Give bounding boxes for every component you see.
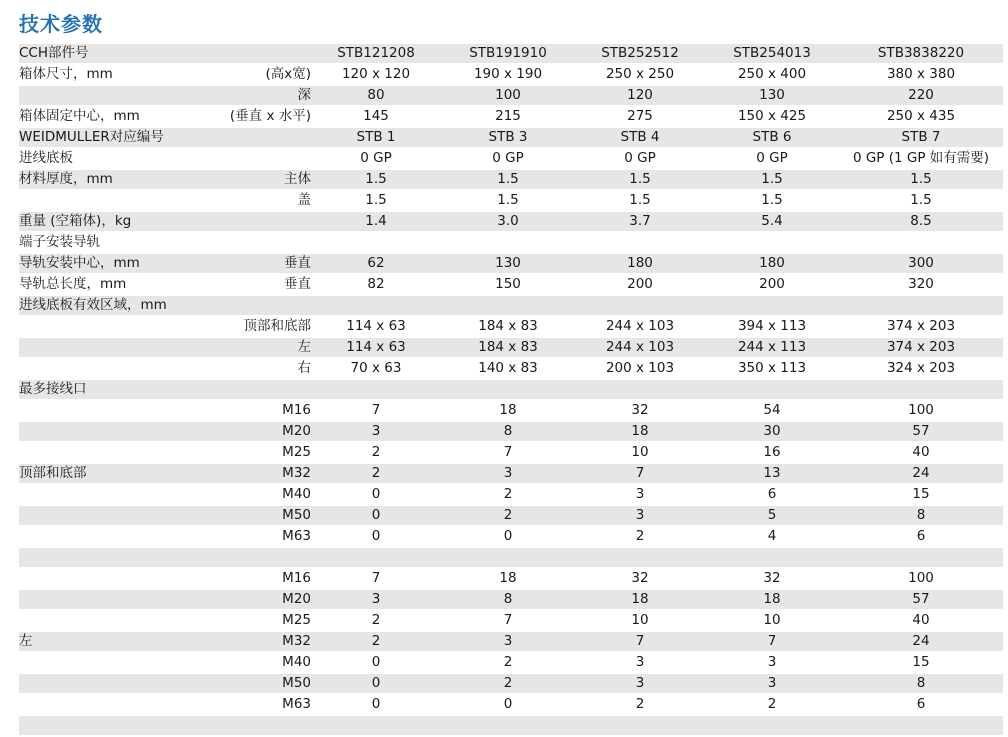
table-cell xyxy=(311,716,441,735)
table-cell: 10 xyxy=(631,444,649,460)
table-cell: 100 xyxy=(443,86,573,105)
table-row xyxy=(19,191,1003,210)
table-cell: 2 xyxy=(635,528,645,544)
table-row xyxy=(19,611,1003,630)
row-label xyxy=(19,569,211,588)
table-cell: 200 x 103 xyxy=(605,360,675,376)
table-cell: 7 xyxy=(371,570,381,586)
table-cell: 40 xyxy=(912,612,930,628)
table-cell: 324 x 203 xyxy=(886,360,956,376)
table-cell: 24 xyxy=(839,632,1003,651)
table-row xyxy=(19,212,1003,231)
table-cell: 1.5 xyxy=(365,192,387,208)
row-sublabel xyxy=(211,128,311,147)
table-cell: 10 xyxy=(763,612,781,628)
table-cell: 200 xyxy=(627,276,653,292)
table-cell: 140 x 83 xyxy=(478,360,538,376)
table-cell: 18 xyxy=(575,590,705,609)
table-cell: 374 x 203 xyxy=(839,338,1003,357)
table-cell: 4 xyxy=(767,528,777,544)
row-label xyxy=(19,359,211,378)
table-cell: 2 xyxy=(503,654,513,670)
row-sublabel: 主体 xyxy=(211,170,311,189)
table-cell: 150 x 425 xyxy=(737,108,807,124)
row-label xyxy=(19,506,211,525)
table-cell: STB191910 xyxy=(443,44,573,63)
table-row xyxy=(19,359,1003,378)
table-cell: STB 6 xyxy=(707,128,837,147)
table-cell xyxy=(443,716,573,735)
table-cell: 130 xyxy=(707,86,837,105)
table-cell: 1.5 xyxy=(443,170,573,189)
row-sublabel: 垂直 xyxy=(211,254,311,273)
table-cell: 275 xyxy=(627,108,653,124)
row-sublabel: M32 xyxy=(211,464,311,483)
table-cell: 184 x 83 xyxy=(478,318,538,334)
table-row xyxy=(19,548,1003,567)
table-cell: 244 x 103 xyxy=(575,338,705,357)
table-cell: 2 xyxy=(311,632,441,651)
table-cell: 6 xyxy=(916,528,926,544)
table-row xyxy=(19,317,1003,336)
table-cell: 57 xyxy=(839,422,1003,441)
table-cell: 150 xyxy=(495,276,521,292)
table-cell xyxy=(839,716,1003,735)
table-cell: 120 xyxy=(575,86,705,105)
row-sublabel: 右 xyxy=(297,360,311,376)
table-cell: 7 xyxy=(575,464,705,483)
row-sublabel xyxy=(211,233,311,252)
row-sublabel: M63 xyxy=(282,696,311,712)
table-cell: 1.5 xyxy=(707,170,837,189)
table-row xyxy=(19,632,1003,651)
row-label: CCH部件号 xyxy=(19,44,211,63)
row-label xyxy=(19,191,211,210)
table-cell: 114 x 63 xyxy=(346,318,406,334)
table-cell: 1.5 xyxy=(629,192,651,208)
table-cell: 380 x 380 xyxy=(886,66,956,82)
table-cell: 2 xyxy=(767,696,777,712)
table-cell: 0 xyxy=(371,528,381,544)
table-cell: 100 xyxy=(908,570,934,586)
table-cell xyxy=(707,548,837,567)
table-row xyxy=(19,380,1003,399)
table-cell xyxy=(839,548,1003,567)
table-cell: 32 xyxy=(631,570,649,586)
table-cell: 2 xyxy=(503,486,513,502)
row-label xyxy=(19,674,211,693)
row-sublabel: M50 xyxy=(211,506,311,525)
table-cell: 0 xyxy=(371,654,381,670)
table-row xyxy=(19,44,1003,63)
row-sublabel xyxy=(211,548,311,567)
row-sublabel: M25 xyxy=(282,612,311,628)
table-cell: 1.5 xyxy=(910,192,932,208)
row-sublabel: 顶部和底部 xyxy=(243,318,311,334)
row-label: 最多接线口 xyxy=(19,380,211,399)
table-cell: 250 x 250 xyxy=(605,66,675,82)
table-cell: 114 x 63 xyxy=(311,338,441,357)
table-row xyxy=(19,464,1003,483)
table-cell: 180 xyxy=(575,254,705,273)
table-cell xyxy=(443,296,573,315)
row-label: 端子安装导轨 xyxy=(19,234,100,250)
table-cell xyxy=(707,380,837,399)
row-label: 导轨总长度，mm xyxy=(19,276,127,292)
table-cell: 1.5 xyxy=(839,170,1003,189)
row-sublabel xyxy=(211,380,311,399)
table-row xyxy=(19,716,1003,735)
row-label: 箱体尺寸，mm xyxy=(19,66,113,82)
table-cell: STB254013 xyxy=(707,44,837,63)
table-cell: 2 xyxy=(443,674,573,693)
row-label xyxy=(19,527,211,546)
table-cell: 3 xyxy=(311,422,441,441)
table-cell: 3 xyxy=(311,590,441,609)
table-cell: 3 xyxy=(575,674,705,693)
row-label xyxy=(19,695,211,714)
row-sublabel xyxy=(211,716,311,735)
row-sublabel: M16 xyxy=(282,570,311,586)
row-sublabel: M32 xyxy=(211,632,311,651)
row-label: 重量 (空箱体)，kg xyxy=(19,212,211,231)
row-sublabel: 左 xyxy=(211,338,311,357)
table-cell xyxy=(839,380,1003,399)
spec-table xyxy=(19,42,1003,737)
table-cell: 1.5 xyxy=(761,192,783,208)
row-sublabel: (垂直 x 水平) xyxy=(229,108,311,124)
table-cell xyxy=(311,548,441,567)
table-cell: 190 x 190 xyxy=(473,66,543,82)
table-cell xyxy=(575,233,705,252)
row-sublabel: M25 xyxy=(282,444,311,460)
row-label xyxy=(19,401,211,420)
table-cell: 2 xyxy=(635,696,645,712)
table-cell: 0 GP xyxy=(492,150,524,166)
table-cell: 0 xyxy=(311,674,441,693)
row-label xyxy=(19,422,211,441)
table-cell: 3 xyxy=(767,654,777,670)
table-cell: 18 xyxy=(707,590,837,609)
spec-table-body xyxy=(19,44,1003,735)
table-cell: 350 x 113 xyxy=(737,360,807,376)
table-cell: 0 xyxy=(371,486,381,502)
table-row xyxy=(19,527,1003,546)
row-sublabel xyxy=(211,296,311,315)
table-row xyxy=(19,653,1003,672)
row-label xyxy=(19,443,211,462)
table-cell: 32 xyxy=(763,570,781,586)
row-sublabel: 深 xyxy=(211,86,311,105)
table-cell: 3 xyxy=(443,632,573,651)
table-row xyxy=(19,590,1003,609)
row-label xyxy=(19,338,211,357)
table-cell: 7 xyxy=(575,632,705,651)
table-cell: 5.4 xyxy=(707,212,837,231)
table-cell xyxy=(839,296,1003,315)
table-cell xyxy=(311,380,441,399)
table-cell: 8 xyxy=(443,590,573,609)
table-cell: 0 GP xyxy=(756,150,788,166)
table-cell: 7 xyxy=(503,612,513,628)
table-cell: 3.7 xyxy=(575,212,705,231)
row-sublabel: M50 xyxy=(211,674,311,693)
table-cell: 30 xyxy=(707,422,837,441)
table-cell: 15 xyxy=(912,486,930,502)
table-cell: STB252512 xyxy=(575,44,705,63)
row-label: 箱体固定中心，mm xyxy=(19,108,140,124)
table-row xyxy=(19,485,1003,504)
row-label: 进线底板 xyxy=(19,150,73,166)
table-cell: 70 x 63 xyxy=(350,360,402,376)
table-cell: 180 xyxy=(707,254,837,273)
table-cell: 3 xyxy=(635,486,645,502)
table-cell: 2 xyxy=(371,612,381,628)
table-cell: STB 4 xyxy=(575,128,705,147)
table-row xyxy=(19,338,1003,357)
table-cell xyxy=(839,233,1003,252)
table-row xyxy=(19,569,1003,588)
table-cell: 40 xyxy=(912,444,930,460)
table-row xyxy=(19,233,1003,252)
table-row xyxy=(19,65,1003,84)
table-cell xyxy=(575,548,705,567)
table-cell xyxy=(311,296,441,315)
row-sublabel: (高x宽) xyxy=(265,66,311,82)
table-row xyxy=(19,149,1003,168)
table-cell: 2 xyxy=(311,464,441,483)
table-cell: 82 xyxy=(367,276,385,292)
table-cell: 130 xyxy=(443,254,573,273)
table-row xyxy=(19,170,1003,189)
row-label: 材料厚度，mm xyxy=(19,170,211,189)
row-sublabel: 垂直 xyxy=(284,276,311,292)
row-label xyxy=(19,716,211,735)
table-cell: 15 xyxy=(912,654,930,670)
table-cell xyxy=(575,380,705,399)
table-cell: 244 x 113 xyxy=(707,338,837,357)
table-cell: 8.5 xyxy=(839,212,1003,231)
table-cell: 200 xyxy=(759,276,785,292)
table-cell: 8 xyxy=(839,674,1003,693)
table-cell: 16 xyxy=(763,444,781,460)
table-cell: 0 xyxy=(503,528,513,544)
table-cell: 18 xyxy=(575,422,705,441)
table-cell: 0 xyxy=(311,506,441,525)
table-row xyxy=(19,443,1003,462)
table-row xyxy=(19,296,1003,315)
table-row xyxy=(19,422,1003,441)
table-row xyxy=(19,128,1003,147)
table-cell: 3 xyxy=(443,464,573,483)
table-row xyxy=(19,695,1003,714)
table-cell: 145 xyxy=(363,108,389,124)
table-cell: 2 xyxy=(443,506,573,525)
table-cell: 0 GP xyxy=(360,150,392,166)
table-cell xyxy=(311,233,441,252)
table-cell: 320 xyxy=(908,276,934,292)
table-cell xyxy=(443,548,573,567)
table-cell: STB 1 xyxy=(311,128,441,147)
table-cell: 184 x 83 xyxy=(443,338,573,357)
page-title: 技术参数 xyxy=(19,12,103,36)
row-sublabel xyxy=(211,212,311,231)
row-label: 顶部和底部 xyxy=(19,464,211,483)
row-sublabel xyxy=(211,149,311,168)
table-cell: 24 xyxy=(839,464,1003,483)
row-sublabel: M40 xyxy=(282,654,311,670)
table-cell: 394 x 113 xyxy=(737,318,807,334)
table-cell: 7 xyxy=(707,632,837,651)
table-row xyxy=(19,275,1003,294)
row-label xyxy=(19,611,211,630)
table-cell: 10 xyxy=(631,612,649,628)
table-cell xyxy=(443,380,573,399)
row-label xyxy=(19,317,211,336)
table-cell: 3.0 xyxy=(443,212,573,231)
table-row xyxy=(19,674,1003,693)
row-label: 导轨安装中心，mm xyxy=(19,254,211,273)
table-cell: 1.5 xyxy=(311,170,441,189)
table-cell: 80 xyxy=(311,86,441,105)
table-cell: 1.5 xyxy=(575,170,705,189)
table-cell: 32 xyxy=(631,402,649,418)
table-cell: STB3838220 xyxy=(839,44,1003,63)
table-cell: 6 xyxy=(767,486,777,502)
table-cell: 250 x 400 xyxy=(737,66,807,82)
row-label: 进线底板有效区域，mm xyxy=(19,296,211,315)
row-label xyxy=(19,653,211,672)
row-label: 左 xyxy=(19,632,211,651)
table-cell: 8 xyxy=(839,506,1003,525)
table-cell: 1.5 xyxy=(497,192,519,208)
table-cell: 0 GP (1 GP 如有需要) xyxy=(852,150,990,166)
table-cell: 2 xyxy=(371,444,381,460)
table-cell: 3 xyxy=(575,506,705,525)
row-sublabel: M20 xyxy=(211,590,311,609)
table-cell: 13 xyxy=(707,464,837,483)
row-sublabel: M63 xyxy=(282,528,311,544)
table-cell: STB 7 xyxy=(839,128,1003,147)
table-cell: 57 xyxy=(839,590,1003,609)
row-label xyxy=(19,590,211,609)
table-cell: 3 xyxy=(707,674,837,693)
table-cell: 1.4 xyxy=(311,212,441,231)
table-cell: STB121208 xyxy=(311,44,441,63)
table-cell: 0 xyxy=(503,696,513,712)
table-cell: 62 xyxy=(311,254,441,273)
table-cell: 8 xyxy=(443,422,573,441)
table-row xyxy=(19,506,1003,525)
table-cell xyxy=(707,716,837,735)
table-row xyxy=(19,107,1003,126)
table-cell: STB 3 xyxy=(443,128,573,147)
table-cell: 0 xyxy=(371,696,381,712)
table-cell xyxy=(443,233,573,252)
table-cell xyxy=(707,233,837,252)
row-sublabel: M40 xyxy=(282,486,311,502)
row-sublabel: 盖 xyxy=(297,192,311,208)
row-sublabel xyxy=(211,44,311,63)
table-cell: 7 xyxy=(371,402,381,418)
table-cell: 18 xyxy=(499,570,517,586)
table-row xyxy=(19,86,1003,105)
table-cell xyxy=(707,296,837,315)
table-cell xyxy=(575,716,705,735)
table-cell: 6 xyxy=(916,696,926,712)
table-cell: 244 x 103 xyxy=(605,318,675,334)
table-cell: 220 xyxy=(839,86,1003,105)
table-cell: 0 GP xyxy=(624,150,656,166)
table-cell: 100 xyxy=(908,402,934,418)
table-cell: 18 xyxy=(499,402,517,418)
row-label: WEIDMULLER对应编号 xyxy=(19,128,211,147)
row-label xyxy=(19,86,211,105)
table-cell: 374 x 203 xyxy=(886,318,956,334)
table-cell: 300 xyxy=(839,254,1003,273)
table-cell: 3 xyxy=(635,654,645,670)
table-cell: 215 xyxy=(495,108,521,124)
table-cell: 120 x 120 xyxy=(341,66,411,82)
table-row xyxy=(19,254,1003,273)
table-cell: 54 xyxy=(763,402,781,418)
table-row xyxy=(19,401,1003,420)
row-sublabel: M16 xyxy=(282,402,311,418)
table-cell: 7 xyxy=(503,444,513,460)
table-cell: 5 xyxy=(707,506,837,525)
row-label xyxy=(19,548,211,567)
table-cell: 250 x 435 xyxy=(886,108,956,124)
row-label xyxy=(19,485,211,504)
row-sublabel: M20 xyxy=(211,422,311,441)
table-cell xyxy=(575,296,705,315)
